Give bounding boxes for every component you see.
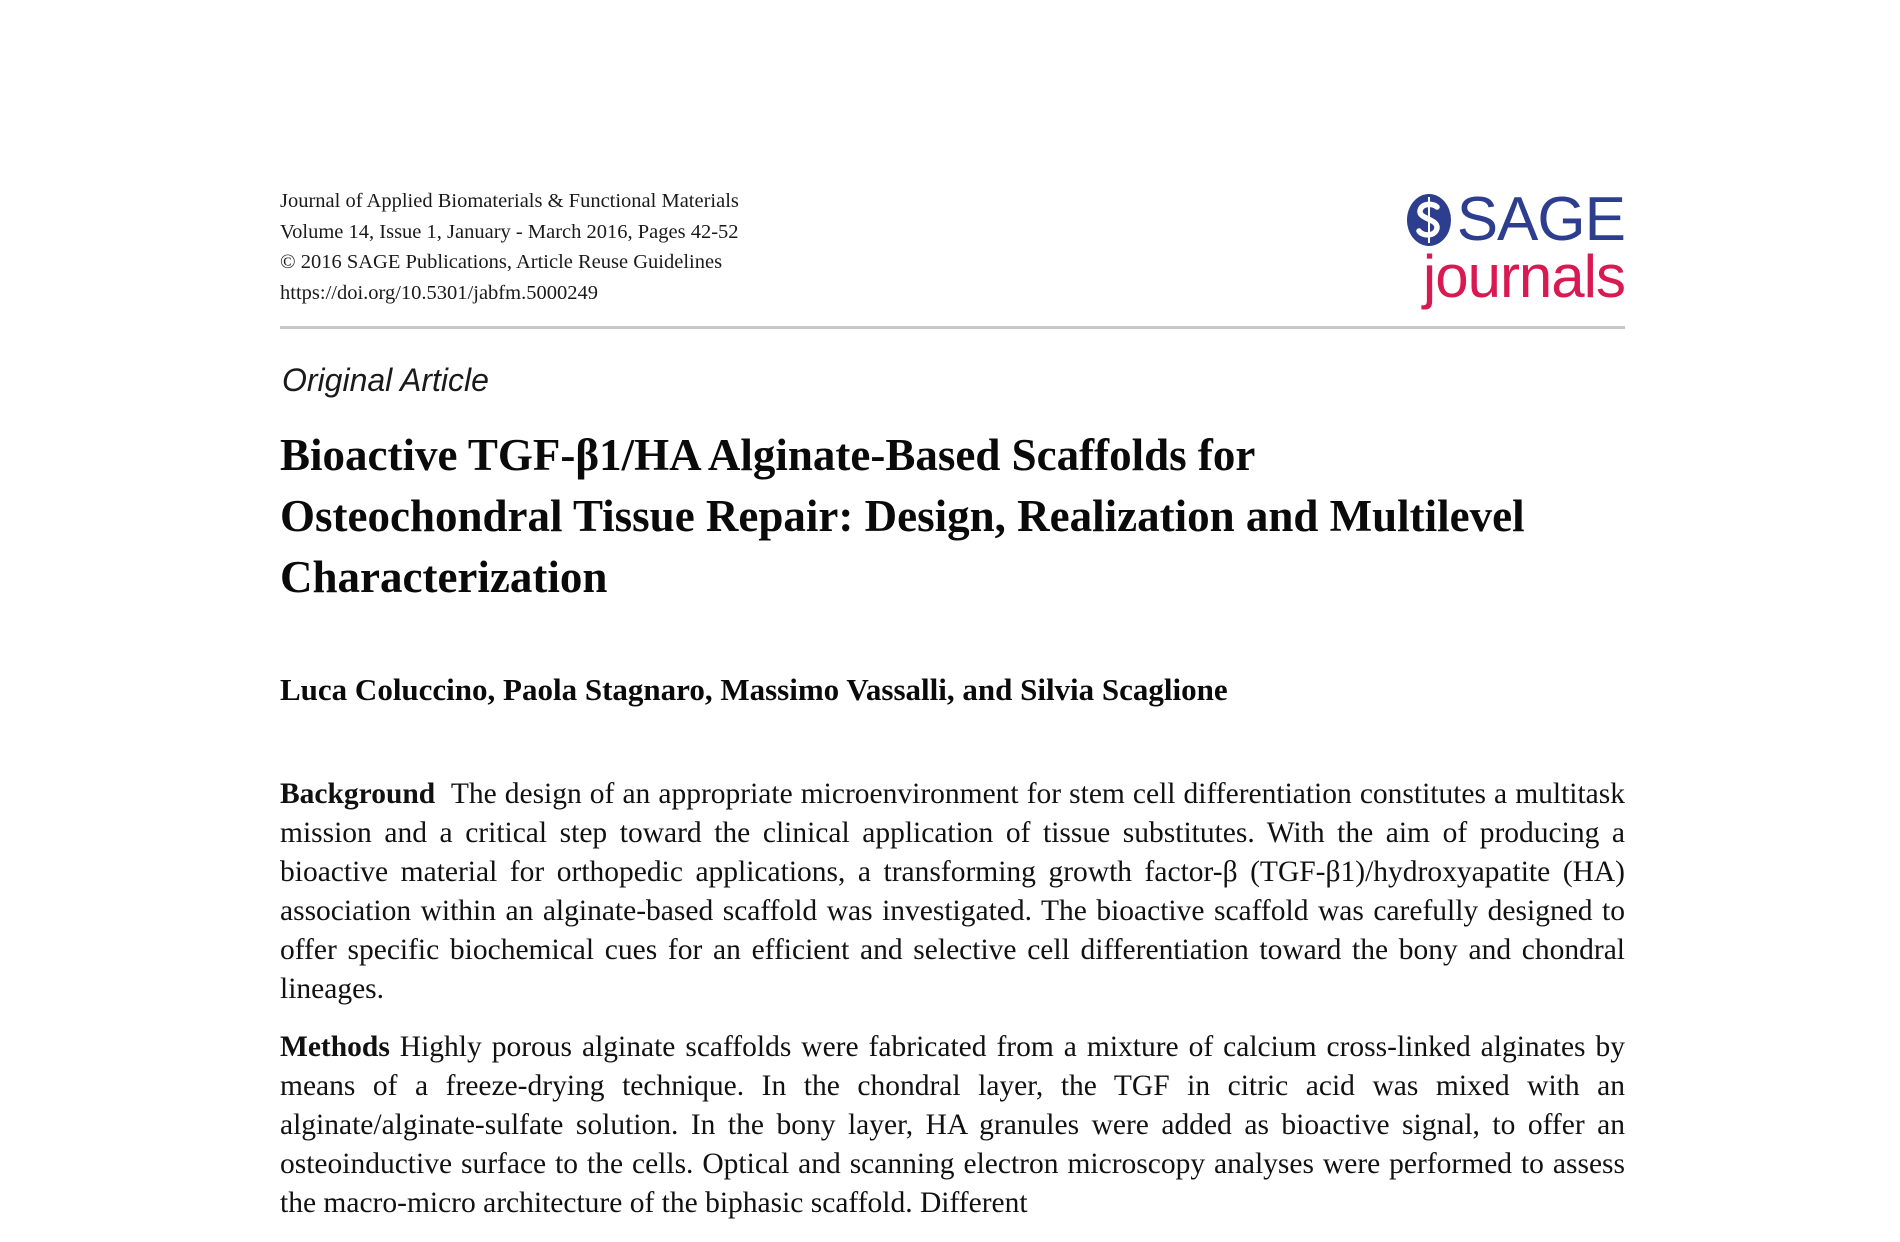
abstract-section-background — [280, 775, 1625, 1009]
article-title — [280, 425, 1640, 608]
journal-copyright: © 2016 SAGE Publications, Article Reuse Guidelines — [280, 251, 723, 273]
logo-brand-text: SAGE — [1456, 185, 1625, 254]
journal-name: Journal of Applied Biomaterials & Functional Materials — [280, 190, 739, 212]
abstract — [280, 775, 1625, 1242]
abstract-label: Methods — [280, 1031, 390, 1063]
sage-s-icon — [1405, 191, 1453, 249]
author-list: Luca Coluccino, Paola Stagnaro, Massimo Vassalli, and Silvia Scaglione — [280, 672, 1228, 707]
article-title-line: Bioactive TGF-β1/HA Alginate-Based Scaffolds for — [280, 430, 1256, 480]
journal-header — [280, 186, 1625, 334]
header-divider — [280, 326, 1625, 329]
logo-sub-text: journals — [1422, 243, 1625, 310]
abstract-label: Background — [280, 778, 436, 810]
journal-meta — [280, 186, 739, 308]
sage-journals-logo[interactable] — [1395, 186, 1625, 316]
article-title-line: Osteochondral Tissue Repair: Design, Realization and Multilevel — [280, 491, 1525, 541]
abstract-text: Highly porous alginate scaffolds were fabricated from a mixture of calcium cross-linked alginates by means of a freeze-drying technique. In the chondral layer, the TGF in citric acid was mixed with an alginate/alginate-sulfate solution. In the bony layer, HA granules were added as bioactive signal, to offer an osteoinductive surface to the cells. Optical and scanning electron microscopy analyses were performed to assess the macro-micro architecture of the biphasic scaffold. Different — [280, 1031, 1625, 1219]
article-type: Original Article — [282, 362, 489, 398]
abstract-text: The design of an appropriate microenvironment for stem cell differentiation constitutes a multitask mission and a critical step toward the clinical application of tissue substitutes. With the aim of producing a bioactive material for orthopedic applications, a transforming growth factor-β (TGF-β1)/hydroxyapatite (HA) association within an alginate-based scaffold was investigated. The bioactive scaffold was carefully designed to offer specific biochemical cues for an efficient and selective cell differentiation toward the bony and chondral lineages. — [280, 778, 1626, 1005]
journal-volume: Volume 14, Issue 1, January - March 2016, Pages 42-52 — [280, 220, 739, 243]
article-title-line: Characterization — [280, 552, 608, 602]
abstract-section-methods — [280, 1028, 1625, 1223]
journal-doi-link[interactable]: https://doi.org/10.5301/jabfm.5000249 — [280, 281, 598, 304]
